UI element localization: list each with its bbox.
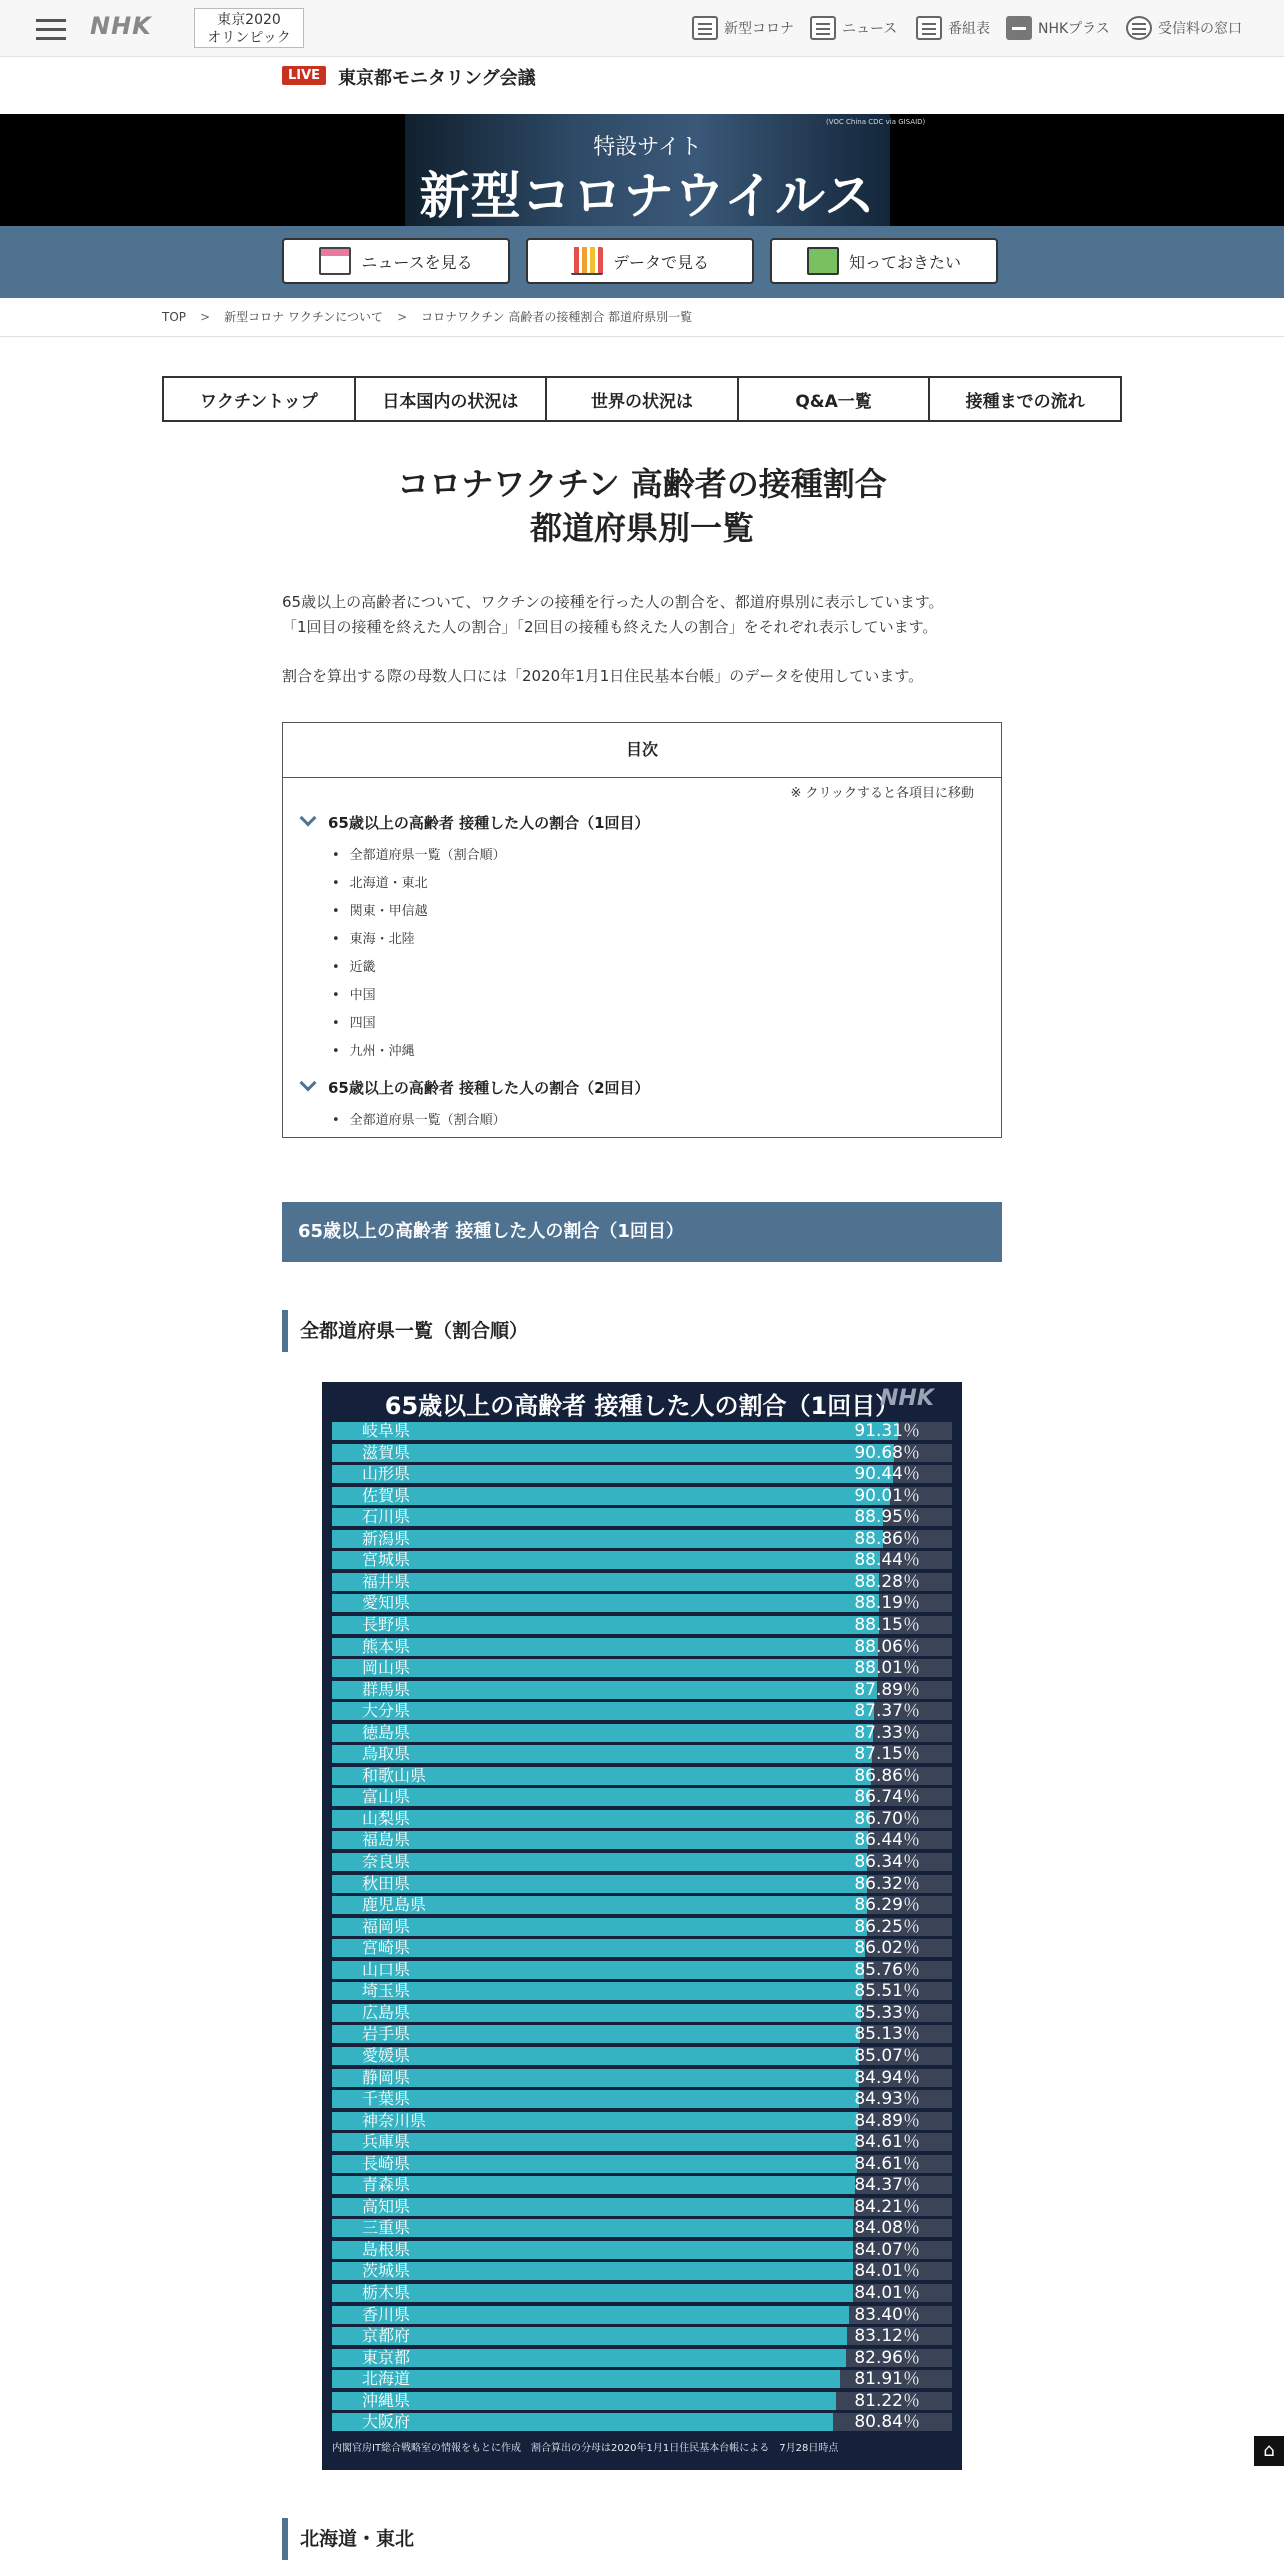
newspaper-icon [692, 16, 718, 40]
chart-category-label: 茨城県 [362, 2261, 411, 2281]
chart-category-label: 広島県 [362, 2002, 411, 2022]
breadcrumb-top[interactable]: TOP [162, 310, 187, 324]
bar-chart-icon [571, 247, 603, 275]
chart-title: 65歳以上の高齢者 接種した人の割合（1回目） [384, 1392, 900, 1420]
page-title-line2: 都道府県別一覧 [529, 509, 754, 547]
chart-value-label: 90.68％ [854, 1442, 920, 1463]
nav-label: ニュース [842, 21, 898, 37]
chart-bar-row [332, 1530, 952, 1548]
chart-category-label: 愛媛県 [362, 2045, 411, 2065]
chart-category-label: 和歌山県 [362, 1765, 427, 1785]
subsection-hokkaido-tohoku: 北海道・東北 [282, 2518, 414, 2560]
chart-value-label: 86.34％ [854, 1852, 920, 1872]
chart-value-label: 86.86％ [854, 1765, 920, 1786]
menu-icon[interactable] [36, 14, 66, 42]
chart-bar-row [332, 1939, 952, 1957]
chart-bar-row [332, 2413, 952, 2431]
intro-text [282, 590, 1002, 640]
chart-category-label: 群馬県 [362, 1679, 411, 1699]
chart-bar [332, 2133, 857, 2151]
chart-category-label: 青森県 [362, 2175, 411, 2195]
chart-bar-row [332, 1767, 952, 1785]
chart-value-label: 87.33％ [854, 1722, 920, 1743]
chart-category-label: 埼玉県 [362, 1981, 411, 2001]
chart-bar [332, 2198, 854, 2216]
chart-value-label: 84.61％ [854, 2153, 920, 2174]
chart-bar-row [332, 1422, 952, 1440]
chart-bar-row [332, 1918, 952, 1936]
chart-bar-row [332, 2004, 952, 2022]
chart-category-label: 岐阜県 [362, 1421, 411, 1440]
nav-label: 番組表 [948, 21, 990, 37]
chart-value-label: 84.07％ [854, 2239, 920, 2260]
chart-category-label: 鳥取県 [362, 1744, 411, 1764]
chart-value-label: 87.15％ [854, 1744, 920, 1765]
chart-category-label: 熊本県 [362, 1636, 411, 1656]
chart-bar [332, 1939, 865, 1957]
chart-category-label: 栃木県 [362, 2283, 411, 2302]
page-title [282, 462, 1002, 550]
chart-category-label: 秋田県 [362, 1873, 411, 1893]
chart-category-label: 神奈川県 [362, 2110, 427, 2130]
tv-guide-icon [916, 16, 942, 40]
breadcrumb-current: コロナワクチン 高齢者の接種割合 都道府県別一覧 [421, 310, 693, 324]
chart-value-label: 87.89％ [854, 1679, 920, 1700]
chart-bar [332, 1982, 862, 2000]
intro-line2: 「1回目の接種を終えた人の割合」「2回目の接種も終えた人の割合」をそれぞれ表示しています。 [282, 618, 938, 636]
chart-bar [332, 1422, 898, 1440]
chart-bar [332, 1853, 867, 1871]
home-up-icon[interactable]: ⌂ [1254, 2436, 1284, 2466]
chart-bar-row [332, 1638, 952, 1656]
chart-category-label: 石川県 [362, 1507, 411, 1527]
live-badge[interactable]: LIVE [282, 66, 326, 85]
tab-flow[interactable]: 接種までの流れ [965, 391, 1085, 412]
chart-category-label: 徳島県 [362, 1722, 411, 1742]
nav-label: NHKプラス [1038, 21, 1110, 37]
breadcrumb-sep: > [200, 310, 211, 324]
chart-bar-row [332, 2069, 952, 2087]
chart-bar [332, 1465, 893, 1483]
chart-bar [332, 1573, 879, 1591]
chevron-down-icon [300, 1075, 317, 1092]
chart-bar-row [332, 2112, 952, 2130]
chart-category-label: 岡山県 [362, 1658, 411, 1678]
chart-value-label: 90.44％ [854, 1464, 920, 1485]
breadcrumb [162, 308, 692, 325]
chart-value-label: 84.08％ [854, 2218, 920, 2239]
chart-bar-row [332, 1961, 952, 1979]
chart-bar-row [332, 1810, 952, 1828]
chart-category-label: 千葉県 [362, 2089, 411, 2109]
chart-bar-row [332, 2241, 952, 2259]
olympic-link[interactable] [194, 8, 304, 48]
news-button[interactable] [282, 238, 510, 284]
chart-bar-row [332, 1831, 952, 1849]
chart-value-label: 88.06％ [854, 1636, 920, 1657]
chart-value-label: 88.01％ [854, 1658, 920, 1679]
chart-category-label: 富山県 [362, 1787, 411, 1807]
chart-category-label: 長崎県 [362, 2153, 411, 2173]
chart-bar-row [332, 2219, 952, 2237]
data-button-label: データで見る [612, 252, 709, 272]
chart-bar [332, 2176, 855, 2194]
chart-bar [332, 2047, 859, 2065]
chart-value-label: 84.89％ [854, 2110, 920, 2131]
chart-category-label: 兵庫県 [362, 2132, 411, 2152]
chart-value-label: 84.93％ [854, 2089, 920, 2110]
chart-bar [332, 1875, 867, 1893]
chart-bar [332, 1508, 883, 1526]
chart-value-label: 88.15％ [854, 1614, 920, 1635]
banner-subtitle: 特設サイト [593, 135, 702, 160]
toc-heading: 目次 [282, 722, 1002, 778]
chart-value-label: 84.61％ [854, 2132, 920, 2153]
chart-category-label: 山梨県 [362, 1808, 411, 1828]
chart-category-label: 愛知県 [362, 1593, 411, 1613]
chart-bar [332, 1788, 870, 1806]
chart-bar-row [332, 1896, 952, 1914]
chart-bar-row [332, 1788, 952, 1806]
chart-category-label: 沖縄県 [362, 2390, 411, 2410]
chart-bar-row [332, 1982, 952, 2000]
chart-category-label: 静岡県 [362, 2067, 411, 2087]
chart-category-label: 奈良県 [362, 1852, 411, 1871]
chart-bar [332, 1659, 878, 1677]
chart-category-label: 佐賀県 [362, 1485, 411, 1505]
chart-category-label: 高知県 [362, 2196, 411, 2216]
chart-category-label: 大阪府 [362, 2412, 411, 2432]
chart-category-label: 長野県 [362, 1614, 411, 1634]
chart-category-label: 福島県 [362, 1830, 411, 1850]
chart-bar [332, 1745, 872, 1763]
data-button[interactable] [526, 238, 754, 284]
chart-category-label: 京都府 [362, 2326, 411, 2346]
chart-category-label: 香川県 [362, 2304, 411, 2324]
chart-bar [332, 1961, 864, 1979]
chart-value-label: 85.07％ [854, 2045, 920, 2066]
chart-bar [332, 2155, 857, 2173]
toc-item[interactable]: • 関東・甲信越 [332, 900, 428, 919]
chart-value-label: 91.31％ [854, 1421, 920, 1441]
chart-bar-row [332, 1551, 952, 1569]
news-button-label: ニュースを見る [361, 252, 473, 272]
toc-section-2[interactable] [302, 1077, 650, 1098]
toc-section-label: 65歳以上の高齢者 接種した人の割合（2回目） [328, 1079, 650, 1097]
chart-bar-row [332, 1465, 952, 1483]
chart-value-label: 84.94％ [854, 2067, 920, 2088]
chart-bar [332, 1918, 867, 1936]
chart-bar-row [332, 1853, 952, 1871]
chart-bar [332, 1702, 874, 1720]
nav-label: 新型コロナ [724, 21, 794, 37]
chart-bar-row [332, 1508, 952, 1526]
chart-bar-row [332, 2349, 952, 2367]
chart-value-label: 90.01％ [854, 1485, 920, 1506]
chart-value-label: 83.12％ [854, 2326, 920, 2347]
chart-category-label: 島根県 [362, 2239, 411, 2259]
chart-category-label: 鹿児島県 [362, 1895, 427, 1915]
chart-bar-row [332, 2306, 952, 2324]
chart-value-label: 86.29％ [854, 1895, 920, 1916]
chart-bar-row [332, 2090, 952, 2108]
nav-reception[interactable] [1126, 14, 1242, 42]
chart-bar-row [332, 1573, 952, 1591]
learn-button-label: 知っておきたい [848, 252, 961, 272]
chart-nhk-logo: NHK [880, 1386, 934, 1411]
chart-category-label: 宮城県 [362, 1550, 411, 1570]
nav-corona[interactable] [692, 14, 794, 42]
chart-footnote: 内閣官房IT総合戦略室の情報をもとに作成 割合算出の分母は2020年1月1日住民基本台帳による 7月28日時点 [332, 2443, 839, 2454]
toc-note: ※ クリックすると各項目に移動 [790, 786, 974, 801]
tab-domestic[interactable]: 日本国内の状況は [356, 378, 548, 420]
intro-line1: 65歳以上の高齢者について、ワクチンの接種を行った人の割合を、都道府県別に表示しています。 [282, 593, 944, 611]
chart-bar [332, 1831, 868, 1849]
chart-bar [332, 2025, 860, 2043]
chart-value-label: 81.91％ [854, 2369, 920, 2390]
chart-value-label: 82.96％ [854, 2347, 920, 2368]
chart-bar [332, 2262, 853, 2280]
chart-category-label: 岩手県 [362, 2024, 411, 2044]
chart-value-label: 85.33％ [854, 2002, 920, 2023]
chart-bar [332, 1594, 879, 1612]
chart-value-label: 87.37％ [854, 1701, 920, 1722]
chart-bar [332, 1444, 894, 1462]
chart-category-label: 滋賀県 [362, 1442, 411, 1462]
chart-bar-row [332, 1681, 952, 1699]
chart-category-label: 福岡県 [362, 1916, 411, 1936]
chart-value-label: 80.84％ [854, 2412, 920, 2433]
tab-vaccine-top[interactable]: ワクチントップ [164, 378, 356, 420]
chart-bar [332, 2090, 859, 2108]
chart-bar-row [332, 2176, 952, 2194]
chart-bar-row [332, 1616, 952, 1634]
chart-bar-row [332, 2392, 952, 2410]
chart-bar-row [332, 2047, 952, 2065]
chart-value-label: 86.25％ [854, 1916, 920, 1937]
nav-label: 受信料の窓口 [1158, 21, 1242, 37]
news-window-icon [319, 247, 351, 275]
chart-bar-row [332, 2133, 952, 2151]
chart-bar-row [332, 1875, 952, 1893]
chart-bar [332, 1681, 877, 1699]
chart-value-label: 86.02％ [854, 1938, 920, 1959]
toc-section-1[interactable] [302, 812, 650, 833]
tab-qa[interactable]: Q&A一覧 [739, 378, 931, 420]
chart-bar-row [332, 1724, 952, 1742]
chart-bar-row [332, 2198, 952, 2216]
nhk-logo[interactable]: NHK [90, 12, 152, 40]
chart-value-label: 85.51％ [854, 1981, 920, 2002]
chart-value-label: 85.13％ [854, 2024, 920, 2045]
chart-bar [332, 2004, 861, 2022]
chart-bar [332, 2069, 859, 2087]
banner-title: 新型コロナウイルス [419, 166, 876, 225]
chart-value-label: 84.01％ [854, 2283, 920, 2303]
learn-button[interactable] [770, 238, 998, 284]
section-heading-1st-dose: 65歳以上の高齢者 接種した人の割合（1回目） [282, 1202, 1002, 1262]
chart-bar-row [332, 2025, 952, 2043]
chart-bar-row [332, 2262, 952, 2280]
olympic-line2: オリンピック [207, 30, 291, 46]
intro-line3: 割合を算出する際の母数人口には「2020年1月1日住民基本台帳」のデータを使用しています。 [282, 667, 924, 685]
chart-bar-row [332, 1594, 952, 1612]
chart-value-label: 81.22％ [854, 2390, 920, 2411]
nav-nhk-plus[interactable] [1006, 14, 1110, 42]
toc-item[interactable]: • 近畿 [332, 956, 376, 975]
chart-value-label: 88.44％ [854, 1550, 920, 1571]
toc-item[interactable]: • 全都道府県一覧（割合順） [332, 844, 506, 863]
news-icon [810, 16, 836, 40]
live-title[interactable]: 東京都モニタリング会議 [338, 68, 536, 89]
toc-item[interactable]: • 東海・北陸 [332, 928, 415, 947]
chart-bar [332, 2284, 853, 2302]
nhk-plus-icon [1006, 16, 1032, 40]
chart-category-label: 福井県 [362, 1571, 411, 1591]
chart-bar [332, 1724, 873, 1742]
chart-bar-row [332, 1745, 952, 1763]
breadcrumb-sep: > [397, 310, 408, 324]
chart-value-label: 83.40％ [854, 2304, 920, 2325]
toc-item[interactable]: • 全都道府県一覧（割合順） [332, 1109, 506, 1128]
chart-bar [332, 1530, 883, 1548]
chart-category-label: 山口県 [362, 1959, 411, 1979]
chart-bar-row [332, 1487, 952, 1505]
chart-category-label: 宮崎県 [362, 1938, 411, 1958]
chart-category-label: 新潟県 [362, 1528, 411, 1548]
vaccine-tabs [162, 376, 1122, 422]
chart-bar [332, 1551, 880, 1569]
chart-category-label: 大分県 [362, 1701, 411, 1721]
page-title-line1: コロナワクチン 高齢者の接種割合 [397, 465, 887, 503]
chart-category-label: 北海道 [362, 2369, 411, 2389]
chart-category-label: 東京都 [362, 2347, 411, 2367]
chart-value-label: 84.21％ [854, 2196, 920, 2217]
chart-bar [332, 1487, 890, 1505]
chart-value-label: 88.95％ [854, 1507, 920, 1528]
chart-bar-row [332, 2155, 952, 2173]
chart-bar-row [332, 1444, 952, 1462]
chart-value-label: 85.76％ [854, 1959, 920, 1980]
toc-item[interactable]: • 中国 [332, 984, 376, 1003]
reception-icon [1126, 16, 1152, 40]
chart-value-label: 84.37％ [854, 2175, 920, 2196]
chart-bar [332, 1616, 879, 1634]
chart-value-label: 86.44％ [854, 1830, 920, 1851]
banner-credit: (VOC China CDC via GISAID) [826, 118, 926, 126]
chart-bar-row [332, 1659, 952, 1677]
chart-value-label: 86.70％ [854, 1808, 920, 1829]
chart-bar [332, 2241, 853, 2259]
olympic-line1: 東京2020 [217, 12, 281, 28]
nav-news[interactable] [810, 14, 897, 42]
chart-bar-row [332, 2327, 952, 2345]
book-icon [807, 247, 839, 275]
chart-value-label: 88.86％ [854, 1528, 920, 1549]
chart-value-label: 88.28％ [854, 1571, 920, 1592]
nav-tv-guide[interactable] [916, 14, 990, 42]
chart-bar [332, 1638, 878, 1656]
chevron-down-icon [300, 810, 317, 827]
tab-world[interactable]: 世界の状況は [547, 378, 739, 420]
chart-bar [332, 2219, 853, 2237]
chart-value-label: 86.74％ [854, 1787, 920, 1808]
chart-value-label: 88.19％ [854, 1593, 920, 1614]
breadcrumb-vaccine[interactable]: 新型コロナ ワクチンについて [224, 310, 384, 324]
chart-bar-row [332, 2370, 952, 2388]
toc-item[interactable]: • 北海道・東北 [332, 872, 428, 891]
toc-section-label: 65歳以上の高齢者 接種した人の割合（1回目） [328, 814, 650, 832]
chart-bar [332, 1810, 870, 1828]
chart-value-label: 84.01％ [854, 2261, 920, 2282]
toc-item[interactable]: • 四国 [332, 1012, 376, 1031]
chart-bar-row [332, 2284, 952, 2302]
chart-category-label: 三重県 [362, 2218, 411, 2238]
chart-bar-row [332, 1702, 952, 1720]
chart-category-label: 山形県 [362, 1464, 411, 1484]
chart-value-label: 86.32％ [854, 1873, 920, 1894]
subsection-all-prefectures: 全都道府県一覧（割合順） [282, 1310, 528, 1352]
toc-item[interactable]: • 九州・沖縄 [332, 1040, 415, 1059]
